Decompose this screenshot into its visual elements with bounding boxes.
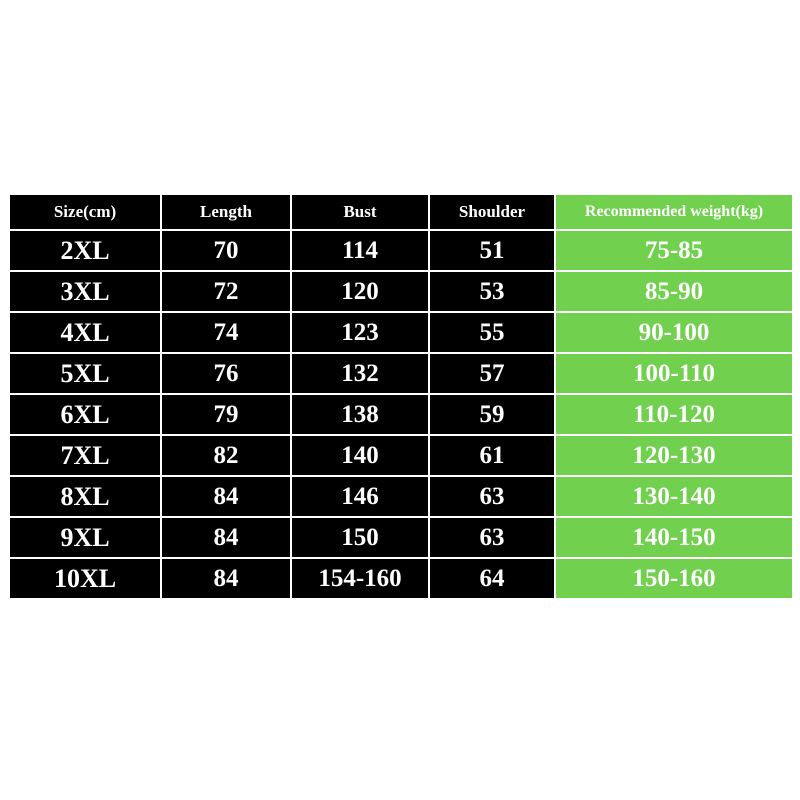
- cell-weight: 90-100: [555, 312, 793, 353]
- cell-length: 74: [161, 312, 291, 353]
- cell-size: 8XL: [9, 476, 161, 517]
- cell-shoulder: 61: [429, 435, 555, 476]
- cell-length: 82: [161, 435, 291, 476]
- table-row: [9, 517, 793, 558]
- table-row: [9, 558, 793, 599]
- cell-size: 3XL: [9, 271, 161, 312]
- cell-bust: 154-160: [291, 558, 429, 599]
- column-header-length: Length: [161, 194, 291, 230]
- cell-length: 72: [161, 271, 291, 312]
- cell-weight: 140-150: [555, 517, 793, 558]
- cell-length: 79: [161, 394, 291, 435]
- cell-shoulder: 63: [429, 476, 555, 517]
- cell-weight: 110-120: [555, 394, 793, 435]
- cell-shoulder: 63: [429, 517, 555, 558]
- cell-size: 6XL: [9, 394, 161, 435]
- cell-weight: 85-90: [555, 271, 793, 312]
- table-row: [9, 312, 793, 353]
- table-row: [9, 476, 793, 517]
- cell-weight: 130-140: [555, 476, 793, 517]
- column-header-recommended-weight: Recommended weight(kg): [555, 194, 793, 230]
- cell-length: 76: [161, 353, 291, 394]
- cell-shoulder: 57: [429, 353, 555, 394]
- cell-bust: 140: [291, 435, 429, 476]
- column-header-shoulder: Shoulder: [429, 194, 555, 230]
- cell-shoulder: 59: [429, 394, 555, 435]
- table-row: [9, 353, 793, 394]
- table-row: [9, 394, 793, 435]
- cell-length: 84: [161, 476, 291, 517]
- cell-shoulder: 51: [429, 230, 555, 271]
- cell-length: 84: [161, 558, 291, 599]
- cell-weight: 75-85: [555, 230, 793, 271]
- cell-bust: 146: [291, 476, 429, 517]
- size-chart-table: [8, 193, 794, 600]
- cell-weight: 100-110: [555, 353, 793, 394]
- cell-bust: 120: [291, 271, 429, 312]
- column-header-bust: Bust: [291, 194, 429, 230]
- cell-weight: 120-130: [555, 435, 793, 476]
- cell-length: 84: [161, 517, 291, 558]
- cell-size: 5XL: [9, 353, 161, 394]
- cell-shoulder: 53: [429, 271, 555, 312]
- cell-shoulder: 55: [429, 312, 555, 353]
- cell-length: 70: [161, 230, 291, 271]
- table-row: [9, 230, 793, 271]
- cell-size: 2XL: [9, 230, 161, 271]
- cell-shoulder: 64: [429, 558, 555, 599]
- table-row: [9, 435, 793, 476]
- table-header-row: [9, 194, 793, 230]
- cell-size: 10XL: [9, 558, 161, 599]
- cell-size: 7XL: [9, 435, 161, 476]
- table-row: [9, 271, 793, 312]
- cell-bust: 138: [291, 394, 429, 435]
- cell-size: 9XL: [9, 517, 161, 558]
- cell-weight: 150-160: [555, 558, 793, 599]
- table-body: [9, 230, 793, 599]
- table-header: [9, 194, 793, 230]
- cell-size: 4XL: [9, 312, 161, 353]
- cell-bust: 150: [291, 517, 429, 558]
- cell-bust: 132: [291, 353, 429, 394]
- cell-bust: 123: [291, 312, 429, 353]
- cell-bust: 114: [291, 230, 429, 271]
- column-header-size: Size(cm): [9, 194, 161, 230]
